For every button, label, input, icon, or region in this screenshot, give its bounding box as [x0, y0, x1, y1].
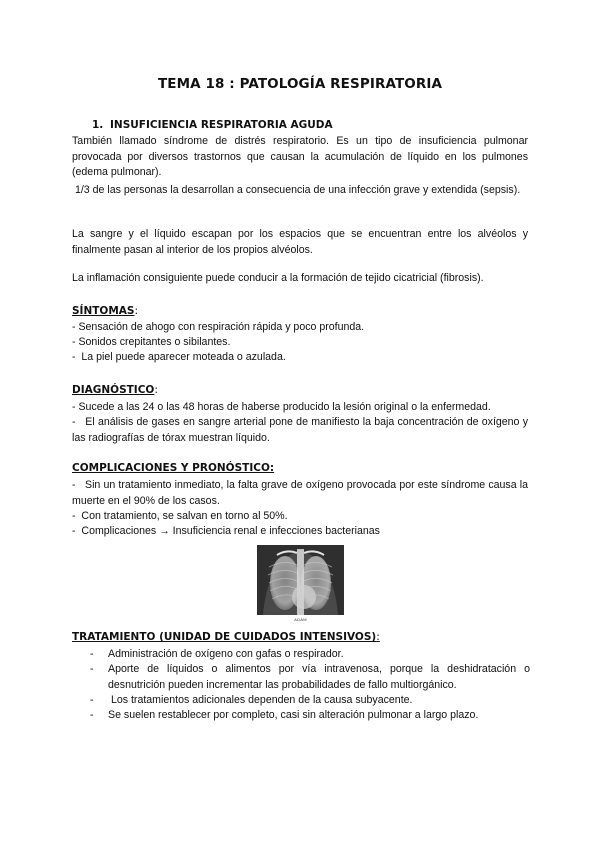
- bullet-dash: -: [90, 663, 94, 675]
- tratamiento-colon: :: [376, 631, 380, 643]
- bullet-dash: -: [90, 648, 94, 660]
- list-item: - Con tratamiento, se salvan en torno al 50%.: [72, 510, 288, 522]
- list-item: - Sin un tratamiento inmediato, la falta grave de oxígeno provocada por este síndrome causa la muerte en el 90% de los casos.: [72, 479, 531, 507]
- list-item-text: Administración de oxígeno con gafas o respirador.: [108, 648, 344, 660]
- paragraph-alveolos: La sangre y el líquido escapan por los espacios que se encuentran entre los alvéolos y finalmente pasan al interior de los propios alvéolos.: [72, 228, 528, 256]
- paragraph-sepsis: 1/3 de las personas la desarrollan a consecuencia de una infección grave y extendida (sepsis).: [72, 184, 521, 196]
- chest-xray-drawing: [257, 545, 344, 615]
- list-item-text: Se suelen restablecer por completo, casi sin alteración pulmonar a largo plazo.: [108, 709, 479, 721]
- chest-xray-image: [257, 545, 344, 615]
- tratamiento-heading: TRATAMIENTO (UNIDAD DE CUIDADOS INTENSIVOS): [72, 631, 377, 643]
- section-heading: INSUFICIENCIA RESPIRATORIA AGUDA: [110, 119, 333, 131]
- sintomas-heading-wrap: [72, 305, 138, 317]
- list-item-text: Aporte de líquidos o alimentos por vía intravenosa, porque la deshidratación o desnutrición pueden incrementar las probabilidades de fallo multiorgánico.: [108, 663, 530, 691]
- list-item: - Sucede a las 24 o las 48 horas de haberse producido la lesión original o la enfermedad.: [72, 401, 491, 413]
- diagnostico-colon: :: [154, 384, 158, 396]
- paragraph-fibrosis: La inflamación consiguiente puede conducir a la formación de tejido cicatricial (fibrosis).: [72, 272, 484, 284]
- page-title: TEMA 18 : PATOLOGÍA RESPIRATORIA: [158, 76, 442, 92]
- list-item: [90, 693, 530, 709]
- list-item: - El análisis de gases en sangre arterial pone de manifiesto la baja concentración de oxígeno y las radiografías de tórax muestran líquido.: [72, 416, 531, 444]
- list-item: [90, 647, 530, 663]
- sintomas-colon: :: [134, 305, 139, 317]
- bullet-dash: -: [90, 709, 94, 721]
- list-item: - La piel puede aparecer moteada o azulada.: [72, 351, 286, 363]
- list-item: - Sonidos crepitantes o sibilantes.: [72, 336, 231, 348]
- section-number: 1.: [92, 119, 104, 131]
- list-item: [90, 708, 530, 724]
- list-item: - Complicaciones → Insuficiencia renal e infecciones bacterianas: [72, 525, 380, 537]
- paragraph-definition: También llamado síndrome de distrés respiratorio. Es un tipo de insuficiencia pulmonar provocada por diversos trastornos que causan la acumulación de líquido en los pulmones (edema pulmonar).: [72, 135, 528, 178]
- diagnostico-heading-wrap: [72, 384, 158, 396]
- complicaciones-heading: COMPLICACIONES Y PRONÓSTICO:: [72, 462, 275, 474]
- list-item-text: Los tratamientos adicionales dependen de la causa subyacente.: [108, 694, 413, 706]
- list-item: - Sensación de ahogo con respiración rápida y poco profunda.: [72, 321, 365, 333]
- sintomas-heading: SÍNTOMAS: [72, 305, 135, 317]
- bullet-dash: -: [90, 694, 94, 706]
- list-item: [90, 662, 530, 694]
- diagnostico-heading: DIAGNÓSTICO: [72, 384, 155, 396]
- figure-caption: ADAM: [294, 617, 307, 622]
- tratamiento-heading-wrap: [72, 631, 380, 643]
